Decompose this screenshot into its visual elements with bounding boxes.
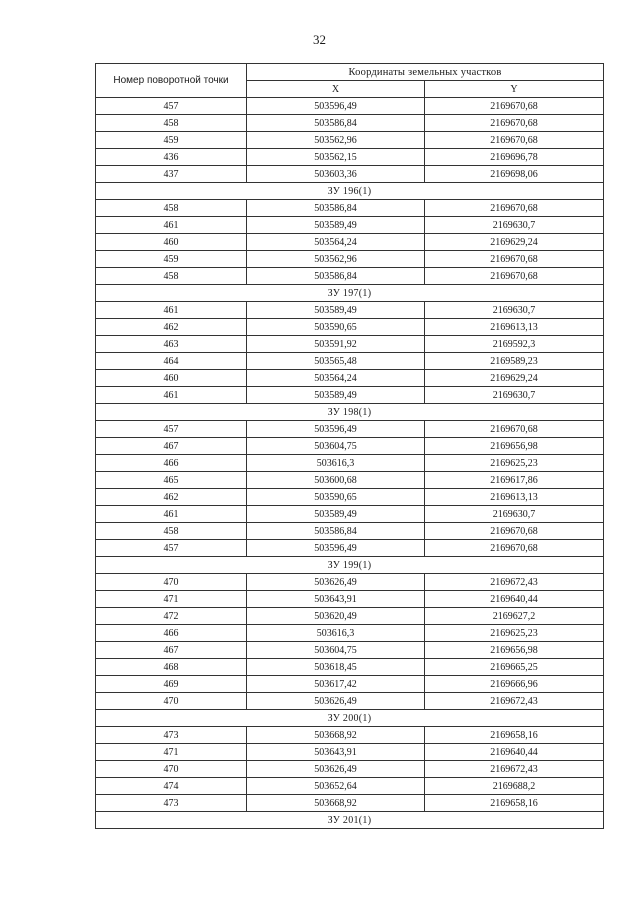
y-coordinate-cell: 2169613,13: [425, 319, 604, 336]
table-row: [96, 761, 604, 778]
point-number-cell: 457: [96, 98, 247, 115]
table-row: [96, 421, 604, 438]
table-row: [96, 217, 604, 234]
table-row: [96, 115, 604, 132]
y-coordinate-cell: 2169592,3: [425, 336, 604, 353]
coordinates-table: [95, 63, 604, 829]
table-row: [96, 642, 604, 659]
point-number-cell: 462: [96, 319, 247, 336]
point-number-cell: 467: [96, 438, 247, 455]
table-header: [96, 64, 604, 98]
point-number-cell: 470: [96, 574, 247, 591]
section-row: [96, 285, 604, 302]
table-row: [96, 98, 604, 115]
table-row: [96, 353, 604, 370]
y-coordinate-cell: 2169672,43: [425, 693, 604, 710]
x-coordinate-cell: 503626,49: [247, 761, 425, 778]
point-number-cell: 457: [96, 421, 247, 438]
y-coordinate-cell: 2169627,2: [425, 608, 604, 625]
table-row: [96, 336, 604, 353]
y-header: Y: [425, 81, 604, 98]
section-title: ЗУ 197(1): [96, 285, 604, 302]
table-row: [96, 149, 604, 166]
point-number-cell: 461: [96, 217, 247, 234]
x-coordinate-cell: 503603,36: [247, 166, 425, 183]
table-row: [96, 234, 604, 251]
point-number-cell: 460: [96, 234, 247, 251]
x-coordinate-cell: 503668,92: [247, 795, 425, 812]
y-coordinate-cell: 2169589,23: [425, 353, 604, 370]
table-row: [96, 676, 604, 693]
table-row: [96, 200, 604, 217]
x-coordinate-cell: 503589,49: [247, 387, 425, 404]
table-row: [96, 523, 604, 540]
point-number-cell: 471: [96, 744, 247, 761]
point-number-cell: 473: [96, 727, 247, 744]
y-coordinate-cell: 2169670,68: [425, 251, 604, 268]
section-row: [96, 812, 604, 829]
y-coordinate-cell: 2169656,98: [425, 438, 604, 455]
x-coordinate-cell: 503616,3: [247, 625, 425, 642]
point-number-cell: 458: [96, 200, 247, 217]
x-coordinate-cell: 503591,92: [247, 336, 425, 353]
x-coordinate-cell: 503620,49: [247, 608, 425, 625]
x-coordinate-cell: 503643,91: [247, 591, 425, 608]
x-coordinate-cell: 503596,49: [247, 98, 425, 115]
point-number-cell: 459: [96, 251, 247, 268]
y-coordinate-cell: 2169630,7: [425, 302, 604, 319]
x-coordinate-cell: 503562,96: [247, 251, 425, 268]
x-coordinate-cell: 503564,24: [247, 370, 425, 387]
x-coordinate-cell: 503586,84: [247, 268, 425, 285]
y-coordinate-cell: 2169613,13: [425, 489, 604, 506]
point-number-cell: 458: [96, 115, 247, 132]
y-coordinate-cell: 2169640,44: [425, 591, 604, 608]
table-row: [96, 574, 604, 591]
table-row: [96, 625, 604, 642]
x-coordinate-cell: 503590,65: [247, 319, 425, 336]
x-coordinate-cell: 503618,45: [247, 659, 425, 676]
x-coordinate-cell: 503604,75: [247, 438, 425, 455]
table-row: [96, 540, 604, 557]
table-row: [96, 251, 604, 268]
x-coordinate-cell: 503562,96: [247, 132, 425, 149]
x-coordinate-cell: 503562,15: [247, 149, 425, 166]
point-number-cell: 473: [96, 795, 247, 812]
y-coordinate-cell: 2169688,2: [425, 778, 604, 795]
point-number-cell: 437: [96, 166, 247, 183]
table-row: [96, 302, 604, 319]
x-coordinate-cell: 503564,24: [247, 234, 425, 251]
y-coordinate-cell: 2169640,44: [425, 744, 604, 761]
table-row: [96, 744, 604, 761]
point-number-cell: 474: [96, 778, 247, 795]
x-coordinate-cell: 503643,91: [247, 744, 425, 761]
table-row: [96, 506, 604, 523]
x-coordinate-cell: 503589,49: [247, 217, 425, 234]
y-coordinate-cell: 2169670,68: [425, 200, 604, 217]
section-title: ЗУ 198(1): [96, 404, 604, 421]
section-title: ЗУ 200(1): [96, 710, 604, 727]
x-coordinate-cell: 503586,84: [247, 115, 425, 132]
y-coordinate-cell: 2169665,25: [425, 659, 604, 676]
point-number-cell: 458: [96, 523, 247, 540]
x-coordinate-cell: 503616,3: [247, 455, 425, 472]
point-number-cell: 464: [96, 353, 247, 370]
y-coordinate-cell: 2169658,16: [425, 795, 604, 812]
x-coordinate-cell: 503586,84: [247, 523, 425, 540]
y-coordinate-cell: 2169696,78: [425, 149, 604, 166]
x-coordinate-cell: 503596,49: [247, 540, 425, 557]
table-row: [96, 489, 604, 506]
table-row: [96, 659, 604, 676]
table-row: [96, 795, 604, 812]
table-row: [96, 166, 604, 183]
x-coordinate-cell: 503589,49: [247, 302, 425, 319]
point-number-cell: 469: [96, 676, 247, 693]
point-number-cell: 463: [96, 336, 247, 353]
table-row: [96, 608, 604, 625]
section-title: ЗУ 201(1): [96, 812, 604, 829]
x-coordinate-cell: 503600,68: [247, 472, 425, 489]
x-coordinate-cell: 503565,48: [247, 353, 425, 370]
x-coordinate-cell: 503586,84: [247, 200, 425, 217]
y-coordinate-cell: 2169617,86: [425, 472, 604, 489]
section-row: [96, 183, 604, 200]
table-row: [96, 438, 604, 455]
table-row: [96, 132, 604, 149]
y-coordinate-cell: 2169629,24: [425, 370, 604, 387]
x-coordinate-cell: 503617,42: [247, 676, 425, 693]
y-coordinate-cell: 2169629,24: [425, 234, 604, 251]
table-row: [96, 591, 604, 608]
table-row: [96, 455, 604, 472]
point-number-cell: 460: [96, 370, 247, 387]
y-coordinate-cell: 2169666,96: [425, 676, 604, 693]
table-row: [96, 472, 604, 489]
x-coordinate-cell: 503596,49: [247, 421, 425, 438]
point-number-cell: 462: [96, 489, 247, 506]
x-coordinate-cell: 503652,64: [247, 778, 425, 795]
y-coordinate-cell: 2169658,16: [425, 727, 604, 744]
coordinates-header: Координаты земельных участков: [247, 64, 604, 81]
y-coordinate-cell: 2169670,68: [425, 115, 604, 132]
table-row: [96, 778, 604, 795]
y-coordinate-cell: 2169630,7: [425, 217, 604, 234]
table-row: [96, 693, 604, 710]
y-coordinate-cell: 2169670,68: [425, 98, 604, 115]
section-row: [96, 710, 604, 727]
y-coordinate-cell: 2169656,98: [425, 642, 604, 659]
x-coordinate-cell: 503604,75: [247, 642, 425, 659]
y-coordinate-cell: 2169672,43: [425, 574, 604, 591]
point-number-cell: 471: [96, 591, 247, 608]
point-number-cell: 467: [96, 642, 247, 659]
point-number-cell: 457: [96, 540, 247, 557]
x-coordinate-cell: 503589,49: [247, 506, 425, 523]
y-coordinate-cell: 2169625,23: [425, 625, 604, 642]
y-coordinate-cell: 2169670,68: [425, 540, 604, 557]
y-coordinate-cell: 2169670,68: [425, 421, 604, 438]
table-body: [96, 98, 604, 829]
y-coordinate-cell: 2169670,68: [425, 523, 604, 540]
table-row: [96, 387, 604, 404]
section-row: [96, 404, 604, 421]
table-row: [96, 268, 604, 285]
point-number-cell: 468: [96, 659, 247, 676]
y-coordinate-cell: 2169625,23: [425, 455, 604, 472]
x-coordinate-cell: 503668,92: [247, 727, 425, 744]
point-number-cell: 472: [96, 608, 247, 625]
point-number-cell: 470: [96, 761, 247, 778]
table-row: [96, 319, 604, 336]
point-number-cell: 461: [96, 302, 247, 319]
section-row: [96, 557, 604, 574]
x-coordinate-cell: 503590,65: [247, 489, 425, 506]
section-title: ЗУ 199(1): [96, 557, 604, 574]
point-number-cell: 436: [96, 149, 247, 166]
table-row: [96, 370, 604, 387]
y-coordinate-cell: 2169670,68: [425, 132, 604, 149]
point-number-cell: 470: [96, 693, 247, 710]
point-number-cell: 458: [96, 268, 247, 285]
point-number-cell: 466: [96, 625, 247, 642]
table-row: [96, 727, 604, 744]
point-number-cell: 466: [96, 455, 247, 472]
y-coordinate-cell: 2169670,68: [425, 268, 604, 285]
y-coordinate-cell: 2169698,06: [425, 166, 604, 183]
y-coordinate-cell: 2169630,7: [425, 506, 604, 523]
section-title: ЗУ 196(1): [96, 183, 604, 200]
point-number-header: Номер поворотной точки: [96, 64, 247, 98]
point-number-cell: 459: [96, 132, 247, 149]
page-number: 32: [313, 32, 326, 47]
x-coordinate-cell: 503626,49: [247, 574, 425, 591]
point-number-cell: 465: [96, 472, 247, 489]
y-coordinate-cell: 2169630,7: [425, 387, 604, 404]
point-number-cell: 461: [96, 506, 247, 523]
x-header: X: [247, 81, 425, 98]
y-coordinate-cell: 2169672,43: [425, 761, 604, 778]
point-number-cell: 461: [96, 387, 247, 404]
x-coordinate-cell: 503626,49: [247, 693, 425, 710]
